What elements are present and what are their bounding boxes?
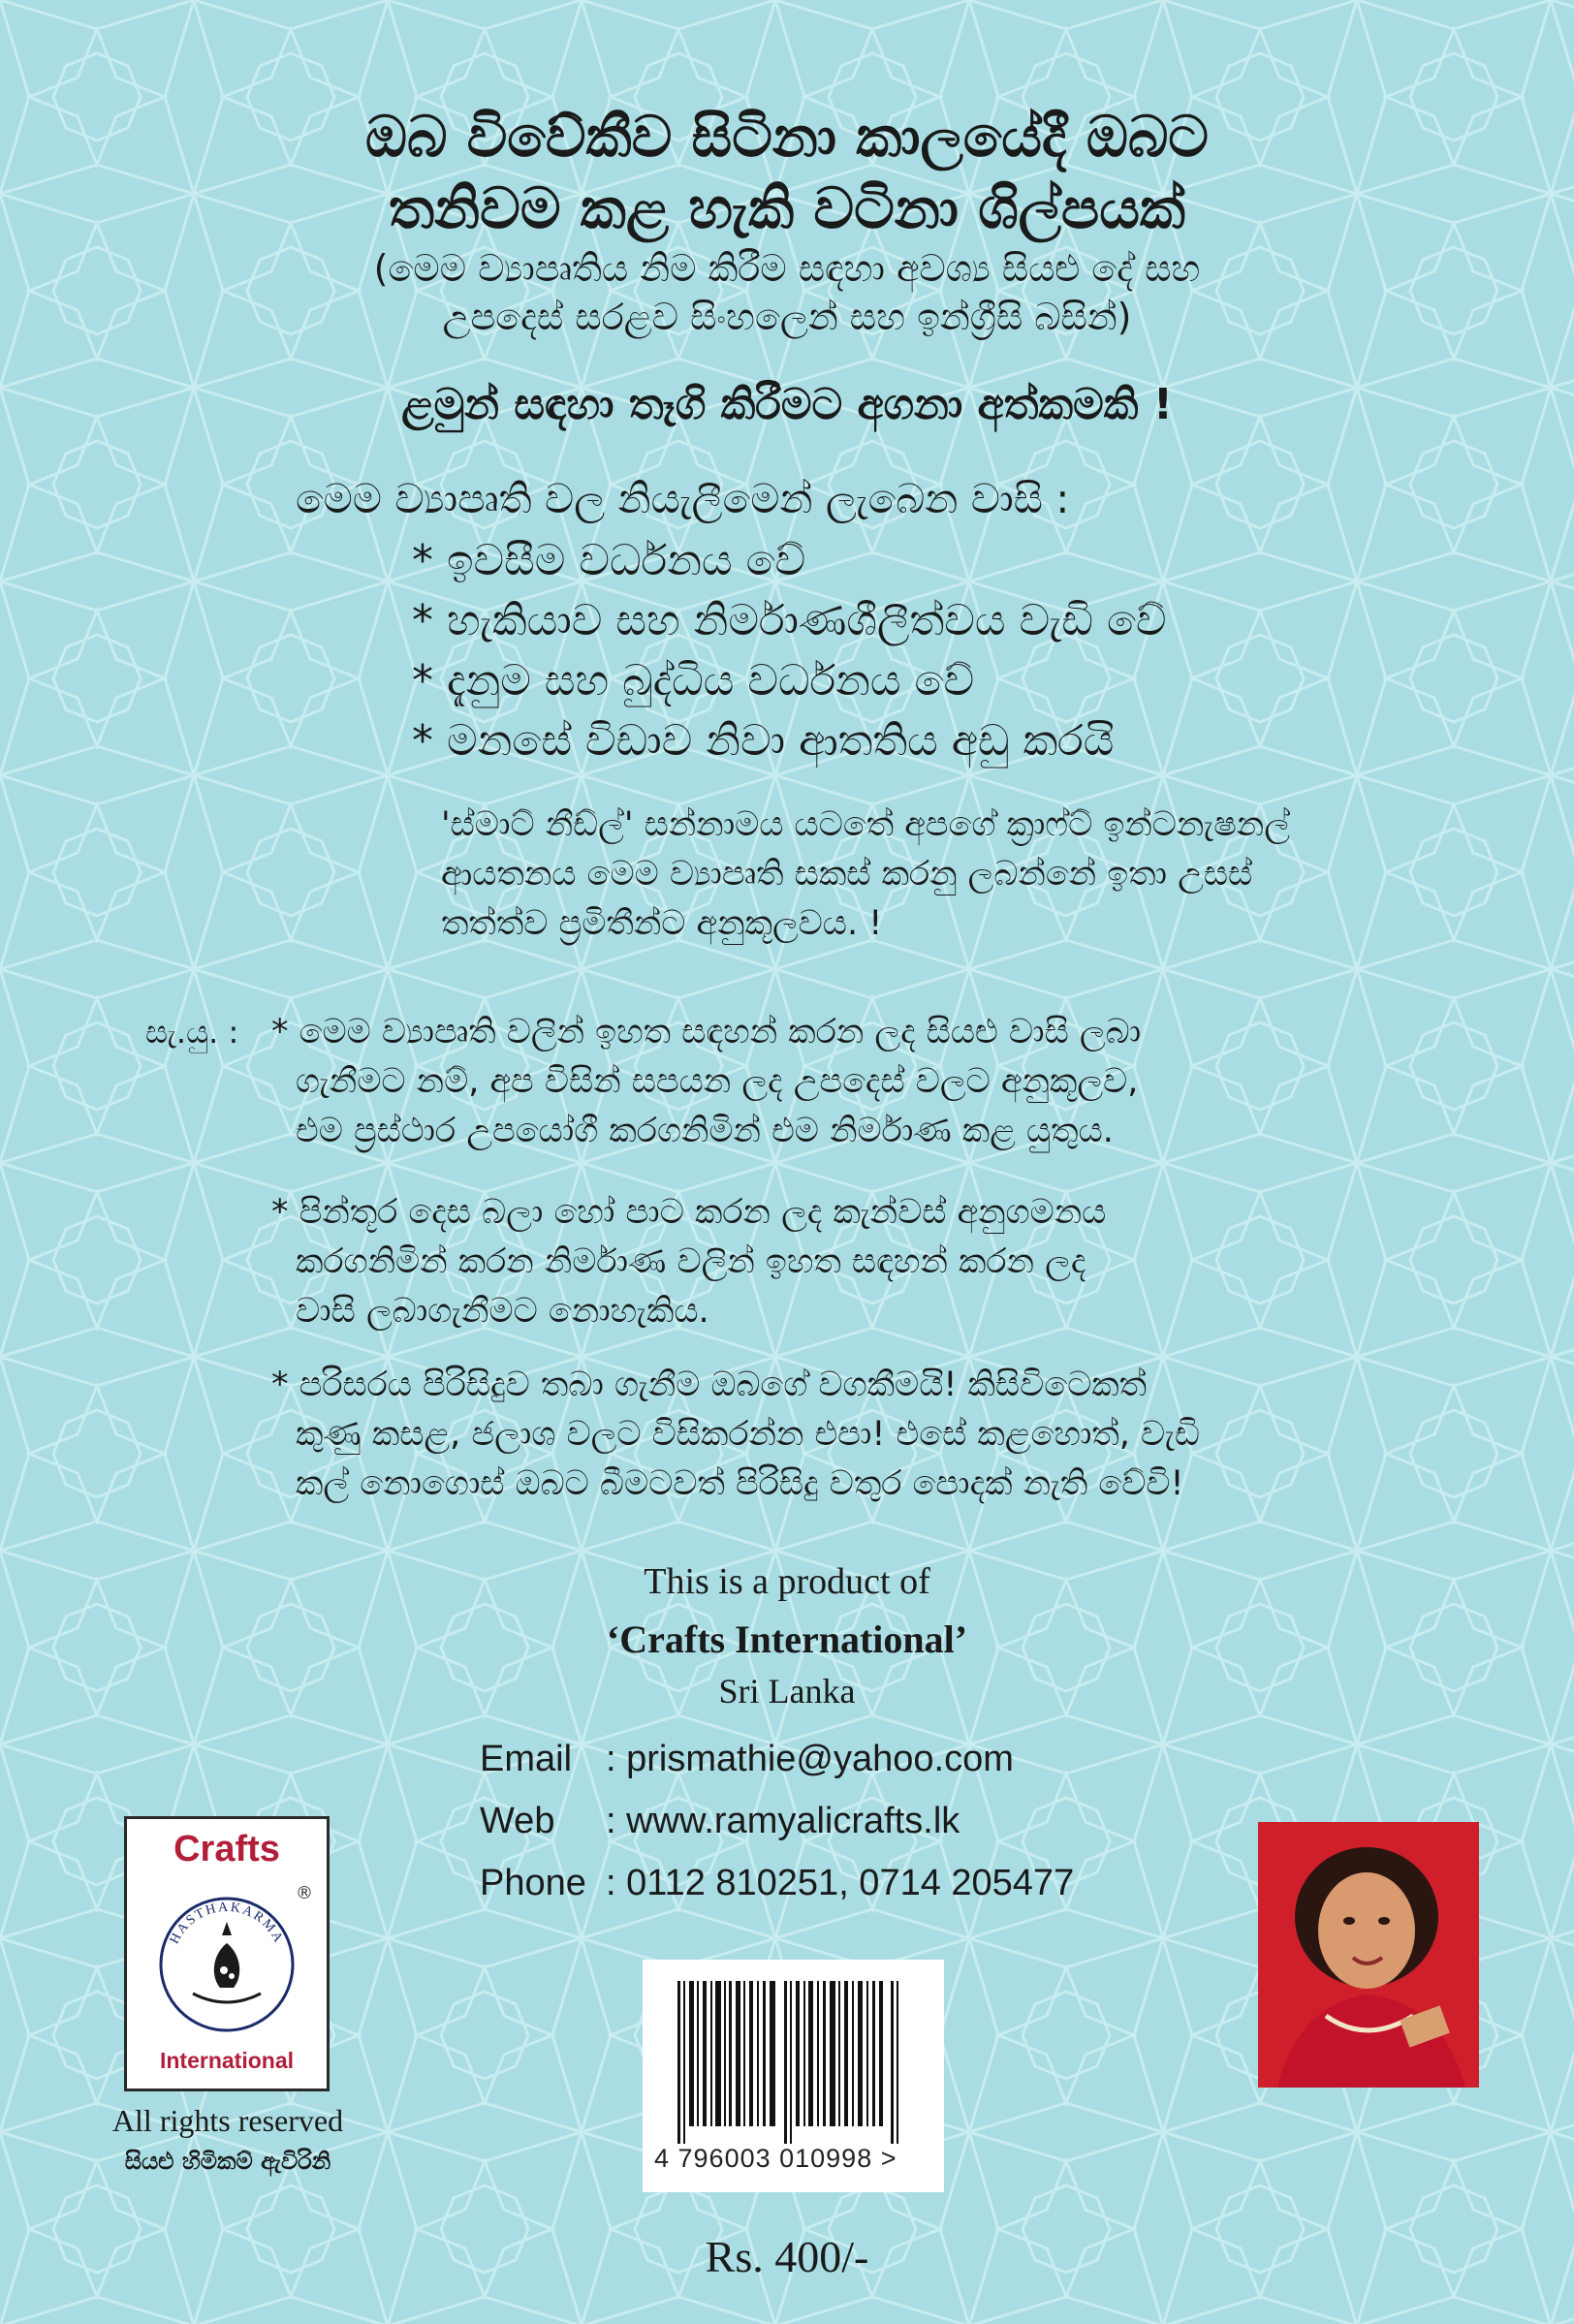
company-name: ‘Crafts International’ — [606, 1617, 968, 1661]
contact-phone — [480, 1863, 1074, 1904]
note-1-line-1: * මෙම ව්‍යාපෘති වලින් ඉහත සඳහන් කරන ලද සියළු වාසි ලබා — [271, 1013, 1142, 1052]
contact-web — [480, 1801, 960, 1842]
seal-text: HASTHAKARMA — [167, 1900, 287, 1947]
barcode-bars-icon — [643, 1960, 944, 2144]
author-portrait-icon — [1258, 1822, 1479, 2088]
benefit-item: * දැනුම සහ බුද්ධිය වර්ධනය වේ — [412, 656, 975, 706]
note-3-line-3: කල් නොගොස් ඔබට බීමටවත් පිරිසිදු වතුර පොදක් නැති වේවි! — [296, 1464, 1184, 1503]
all-rights-reserved: All rights reserved — [111, 2103, 344, 2138]
phone-value: : 0112 810251, 0714 205477 — [606, 1863, 1075, 1903]
headline-line-1: ඔබ විවේකීව සිටිනා කාලයේදී ඔබට — [364, 104, 1210, 170]
subheadline-line-2: උපදෙස් සරළව සිංහලෙන් සහ ඉන්ග්‍රීසි බසින්) — [442, 296, 1132, 338]
brand-paragraph-line-3: තත්ත්ව ප්‍රමිතීන්ට අනුකූලවය. ! — [441, 904, 883, 943]
product-line: This is a product of — [644, 1561, 930, 1602]
note-1-line-2: ගැනීමට නම්, අප විසින් සපයන ලද උපදෙස් වලට අනුකූලව, — [296, 1062, 1139, 1101]
note-1-line-3: එම ප්‍රස්ථාර උපයෝගී කරගනිමින් එම නිර්මාණ කළ යුතුය. — [296, 1112, 1114, 1150]
note-2-line-3: වාසි ලබාගැනීමට නොහැකිය. — [296, 1292, 709, 1331]
hasthakarma-seal-icon — [154, 1887, 299, 2042]
logo-text-top: Crafts — [173, 1829, 280, 1869]
gift-line: ළමුන් සඳහා තෑගි කිරීමට අගනා අත්කමකි ! — [401, 380, 1173, 429]
web-value[interactable]: : www.ramyalicrafts.lk — [606, 1801, 960, 1841]
brand-paragraph-line-1: 'ස්මාට් නීඩ්ල්' සන්නාමය යටතේ අපගේ ක්‍රාෆ්ට් ඉන්ටනැෂනල් — [441, 805, 1290, 844]
registered-mark: ® — [296, 1883, 313, 1903]
email-label: Email — [480, 1739, 573, 1779]
note-2-line-1: * පින්තූර දෙස බලා හෝ පාට කරන ලද කැන්වස් අනුගමනය — [271, 1193, 1107, 1232]
crafts-international-logo — [124, 1816, 330, 2091]
barcode-number: 4 796003 010998 > — [654, 2144, 897, 2173]
all-rights-reserved-sinhala: සියළු හිමිකම් ඇවිරිනි — [124, 2148, 331, 2175]
country: Sri Lanka — [718, 1672, 856, 1711]
benefit-item: * ඉවසීම වර්ධනය වේ — [412, 536, 806, 585]
note-3-line-2: කුණු කසළ, ජලාශ වලට විසිකරන්න එපා! එසේ කළහොත්, වැඩි — [296, 1415, 1200, 1454]
subheadline-line-1: (මෙම ව්‍යාපෘතිය නිම කිරීම සඳහා අවශ්‍ය සියළු දේ සහ — [373, 247, 1201, 290]
price: Rs. 400/- — [705, 2232, 869, 2281]
barcode — [643, 1960, 944, 2192]
benefit-item: * මනසේ විඩාව නිවා ආතතිය අඩු කරයි — [412, 716, 1115, 766]
contact-email — [480, 1739, 1014, 1780]
headline-line-2: තනිවම කළ හැකි වටිනා ශිල්පයක් — [388, 175, 1185, 241]
note-3-line-1: * පරිසරය පිරිසිදුව තබා ගැනීම ඔබගේ වගකීමයි! කිසිවිටෙකත් — [271, 1366, 1148, 1404]
email-value[interactable]: : prismathie@yahoo.com — [606, 1739, 1014, 1779]
benefits-intro: මෙම ව්‍යාපෘති වල නියැලීමෙන් ලැබෙන වාසි : — [296, 475, 1070, 522]
logo-text-bottom: International — [159, 2048, 294, 2073]
author-photo — [1258, 1822, 1479, 2088]
note-2-line-2: කරගනිමින් කරන නිර්මාණ වලින් ඉහත සඳහන් කරන ලද — [296, 1242, 1086, 1281]
brand-paragraph-line-2: ආයතනය මෙම ව්‍යාපෘති සකස් කරනු ලබන්නේ ඉතා උසස් — [441, 855, 1253, 894]
note-label: සැ.යු. : — [145, 1014, 239, 1051]
benefit-item: * හැකියාව සහ නිර්මාණශීලීත්වය වැඩි වේ — [412, 596, 1167, 645]
web-label: Web — [480, 1801, 555, 1841]
phone-label: Phone — [480, 1863, 586, 1903]
